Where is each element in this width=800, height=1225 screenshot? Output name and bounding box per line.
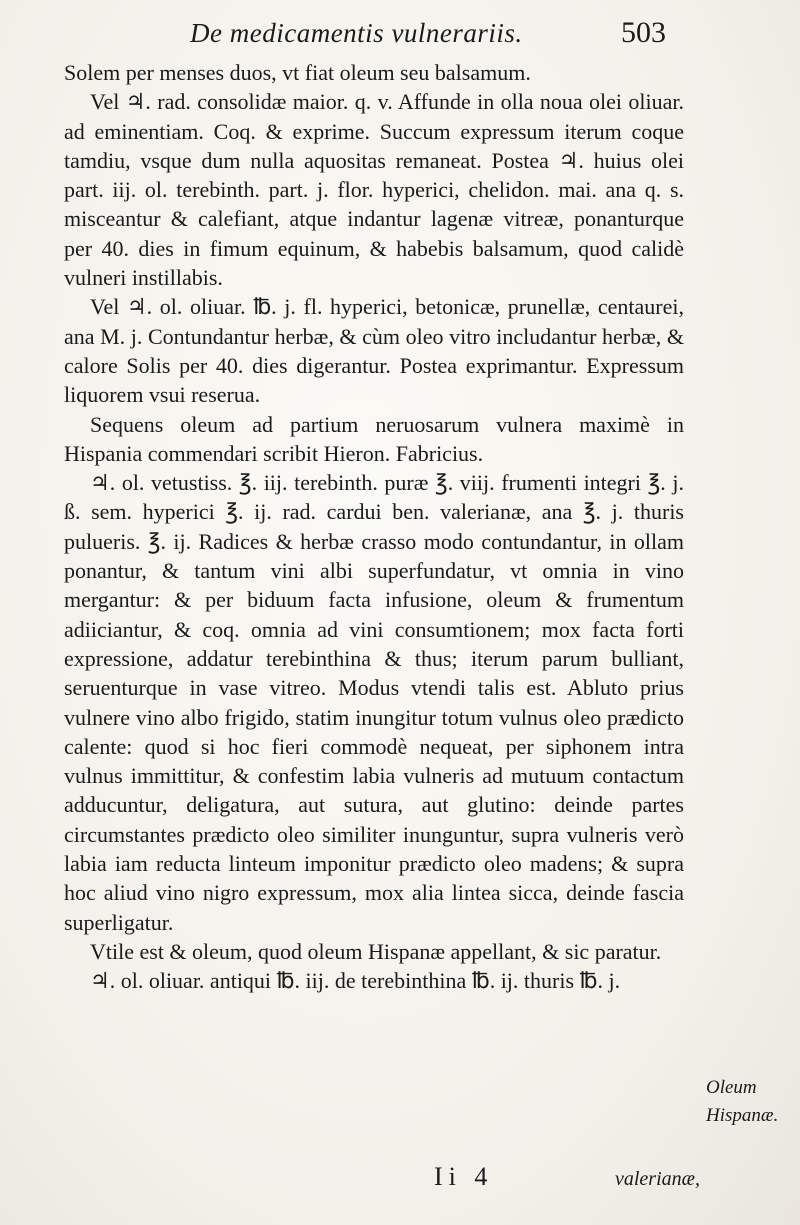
- paragraph-recipe-consolida: Vel ♃. rad. consolidæ maior. q. v. Affunde in olla noua olei oliuar. ad eminentiam. Coq. & exprime. Succum expressum iterum coque tamdiu, vsque dum nulla aquositas remaneat. Postea ♃. huius olei part. iij. ol. terebinth. part. j. flor. hyperici, chelidon. mai. ana q. s. misceantur & calefiant, atque indantur lagenæ vitreæ, ponanturque per 40. dies in fimum equinum, & habebis balsamum, quod calidè vulneri instillabis.: [64, 89, 684, 291]
- paragraph-oleum-hispanae: Vtile est & oleum, quod oleum Hispanæ appellant, & sic paratur.: [90, 938, 662, 964]
- page-header: [190, 16, 666, 58]
- page-footer: [64, 1162, 700, 1202]
- catchword: valerianæ,: [615, 1168, 700, 1190]
- main-text: [64, 58, 684, 996]
- paragraph-fabricius: Sequens oleum ad partium neruosarum vulnera maximè in Hispania commendari scribit Hieron. Fabricius.: [64, 411, 684, 466]
- paragraph-recipe-oliuar: Vel ♃. ol. oliuar. ℔. j. fl. hyperici, betonicæ, prunellæ, centaurei, ana M. j. Contundantur herbæ, & cùm oleo vitro includantur herbæ, & calore Solis per 40. dies digerantur. Postea exprimantur. Expressum liquorem vsui reserua.: [64, 294, 684, 408]
- paragraph-recipe-antiqui: ♃. ol. oliuar. antiqui ℔. iij. de terebinthina ℔. ij. thuris ℔. j.: [90, 968, 621, 994]
- signature-mark: Ii 4: [434, 1162, 494, 1191]
- margin-note: Oleum Hispanæ.: [706, 1077, 779, 1126]
- running-title: De medicamentis vulnerariis.: [190, 18, 523, 48]
- page-number: 503: [621, 16, 666, 49]
- show-through-mark: [742, 548, 792, 566]
- paragraph-recipe-vetustiss: ♃. ol. vetustiss. ℥. iij. terebinth. puræ ℥. viij. frumenti integri ℥. j. ß. sem. hyperici ℥. ij. rad. cardui ben. valerianæ, ana ℥. j. thuris pulueris. ℥. ij. Radices & herbæ crasso modo contundantur, in ollam ponantur, & tantum vini albi superfundatur, vt omnia in vino mergantur: & per biduum facta infusione, oleum & frumentum adiiciantur, & coq. omnia ad vini consumtionem; mox facta forti expressione, addatur terebinthina & thus; iterum parum bulliant, seruenturque in vase vitreo. Modus vtendi talis est. Abluto prius vulnere vino albo frigido, statim inungitur totum vulnus oleo prædicto calente: quod si hoc fieri commodè nequeat, per siphonem intra vulnus immittitur, & confestim labia vulneris ad mutuum contactum adducuntur, deligatura, aut sutura, aut glutino: deinde partes circumstantes prædicto oleo similiter inunguntur, supra vulneris verò labia iam reducta linteum imponitur prædicto oleo madens; & supra hoc aliud vino nigro expressum, mox alia lintea sicca, deinde fascia superligatur.: [64, 470, 684, 935]
- paragraph-continuation: Solem per menses duos, vt fiat oleum seu balsamum.: [64, 60, 531, 85]
